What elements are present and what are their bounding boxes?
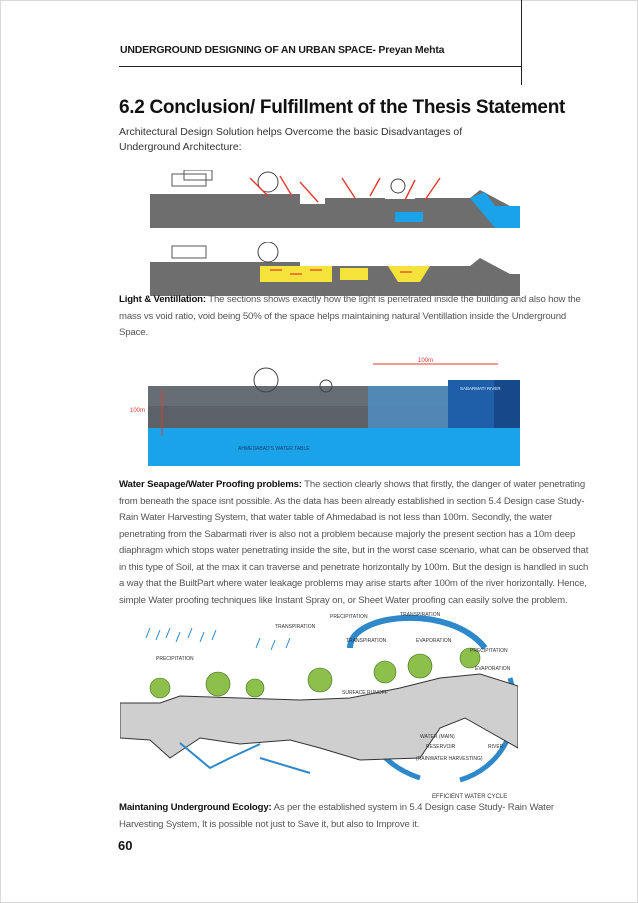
ground-mass bbox=[150, 190, 520, 228]
paragraph-heading: Water Seapage/Water Proofing problems: bbox=[119, 479, 302, 490]
neighbor-building-outline bbox=[172, 246, 206, 258]
paragraph-body: The sections shows exactly how the light is penetrated inside the building and also how the mass vs void ratio, void being 50% of the space helps maintaining natural Ventillation inside the Underground Space. bbox=[119, 294, 581, 338]
paragraph-body: The section clearly shows that firstly, the danger of water penetrating from beneath the space isnt possible. As the data has been already established in section 5.4 Design case Study- Rain Water Harvesting System, that water table of Ahmedabad is not less than 100m. Secondly, the water penetrating from the Sabarmati river is also not a problem because majorly the present section has a 10m deep diaphragm which stops water penetrating inside the site, but in the worst case scenario, what can be observed that in this type of Soil, at the max it can traverse and penetrate horizontally by 100m. But the design is handled in such a way that the BuiltPart where water leakage problems may arise starts after 100m of the river horizontally. Hence, simple Water proofing techniques like Instant Spray on, or Sheet Water proofing can easily solve the problem. bbox=[119, 479, 589, 606]
paragraph-water-seepage bbox=[119, 477, 589, 609]
paragraph-ecology bbox=[119, 800, 579, 833]
label-transpiration-3: TRANSPIRATION bbox=[346, 638, 387, 644]
section-title: 6.2 Conclusion/ Fulfillment of the Thesis Statement bbox=[119, 97, 566, 118]
rain-lines bbox=[146, 628, 290, 650]
label-water-main: WATER (MAIN) bbox=[420, 734, 455, 740]
river-label: SABARMATI RIVER bbox=[460, 386, 501, 391]
header-rule bbox=[119, 66, 521, 67]
label-transpiration-2: TRANSPIRATION bbox=[400, 612, 441, 618]
label-precipitation-1: PRECIPITATION bbox=[156, 656, 194, 662]
margin-rule-vertical bbox=[521, 0, 522, 85]
tree-sketch bbox=[258, 242, 278, 262]
water-table-label: AHMEDABAD'S WATER TABLE bbox=[238, 446, 310, 452]
section-subtitle: Architectural Design Solution helps Overcome the basic Disadvantages of Underground Architecture: bbox=[119, 126, 463, 153]
tree-sketch bbox=[391, 179, 405, 193]
water-cycle-sketch bbox=[120, 608, 518, 804]
paragraph-light-ventilation bbox=[119, 292, 584, 342]
section-figure-light bbox=[150, 170, 520, 232]
void-highlight bbox=[340, 268, 368, 280]
reservoir-channel bbox=[180, 743, 260, 768]
label-river: RIVER bbox=[488, 744, 504, 750]
label-surface-runoff: SURFACE RUNOFF bbox=[342, 690, 388, 696]
label-evaporation-2: EVAPORATION bbox=[475, 666, 511, 672]
label-evaporation-1: EVAPORATION bbox=[416, 638, 452, 644]
paragraph-body: As per the established system in 5.4 Design case Study- Rain Water Harvesting System, It is possible not just to Save it, but also to Improve it. bbox=[119, 802, 554, 830]
seepage-zone bbox=[368, 386, 448, 428]
neighbor-building-outline bbox=[184, 170, 212, 180]
paragraph-heading: Maintaning Underground Ecology: bbox=[119, 802, 272, 813]
dimension-left-label: 100m bbox=[130, 408, 146, 414]
label-precipitation-2: PRECIPITATION bbox=[330, 614, 368, 620]
page-number: 60 bbox=[118, 838, 133, 853]
water-table-band bbox=[148, 426, 520, 466]
recharge-arrow bbox=[260, 758, 310, 773]
label-efficient-water-cycle: EFFICIENT WATER CYCLE bbox=[432, 794, 508, 800]
label-precipitation-3: PRECIPITATION bbox=[470, 648, 508, 654]
label-rainwater-harvesting: (RAINWATER HARVESTING) bbox=[416, 756, 483, 762]
label-reservoir: RESERVOIR bbox=[426, 744, 456, 750]
dimension-top-label: 100m bbox=[418, 358, 434, 364]
paragraph-heading: Light & Ventillation: bbox=[119, 294, 206, 305]
section-figure-water-table bbox=[118, 356, 520, 468]
ground-mass bbox=[150, 258, 520, 296]
running-header: UNDERGROUND DESIGNING OF AN URBAN SPACE- Preyan Mehta bbox=[120, 44, 445, 56]
label-transpiration-1: TRANSPIRATION bbox=[275, 624, 316, 630]
underground-pool bbox=[395, 212, 423, 222]
